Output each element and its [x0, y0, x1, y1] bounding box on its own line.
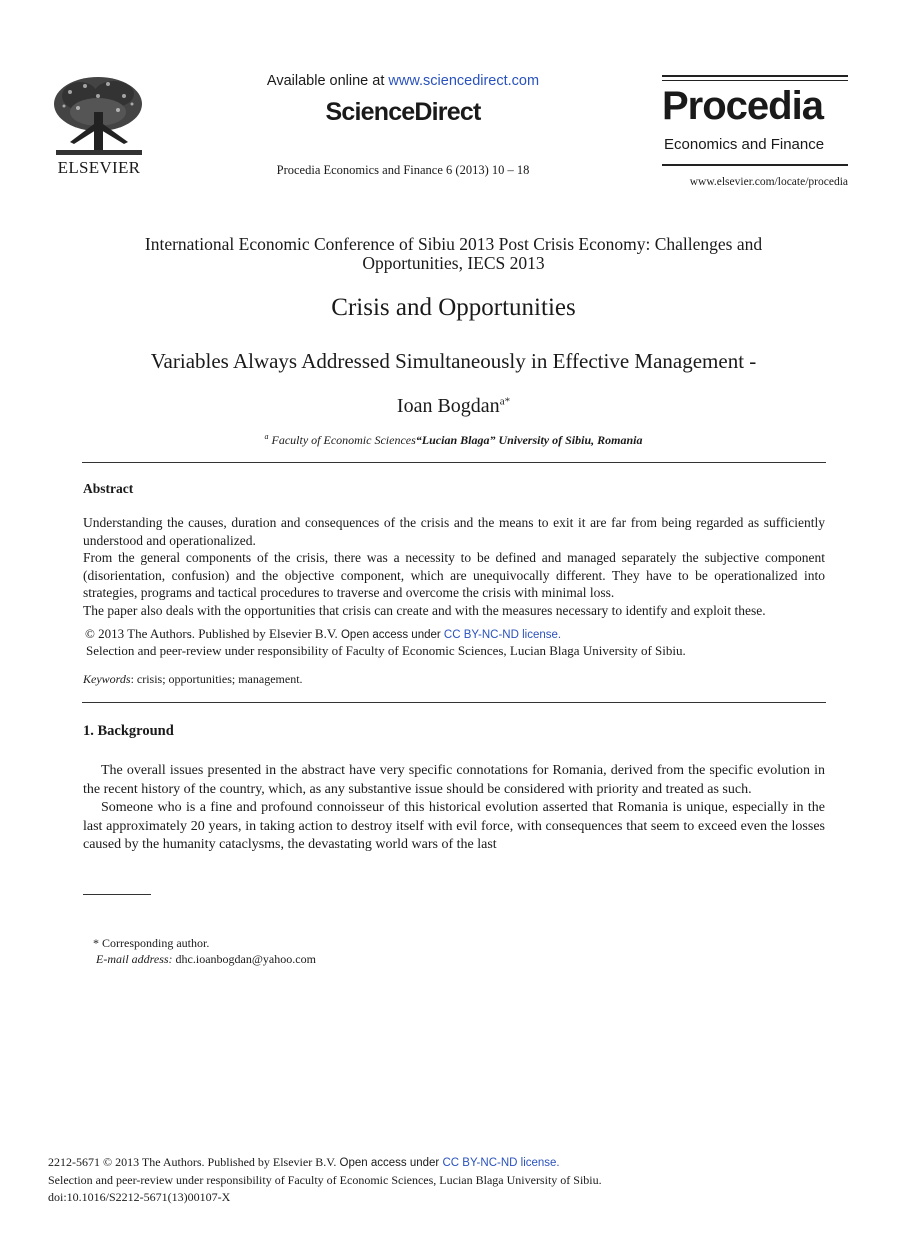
footnote-corresponding: * Corresponding author. — [93, 936, 210, 950]
abstract-body — [83, 514, 825, 619]
procedia-subtitle: Economics and Finance — [664, 136, 825, 153]
paper-title: Crisis and Opportunities — [331, 294, 576, 321]
procedia-url-link[interactable]: www.elsevier.com/locate/procedia — [689, 176, 848, 188]
procedia-bottom-rule — [662, 164, 848, 166]
selection-line: Selection and peer-review under responsibility of Faculty of Economic Sciences, Lucian Blaga University of Sibiu. — [86, 643, 686, 658]
footnote-email — [96, 952, 316, 967]
footer-doi[interactable]: doi:10.1016/S2212-5671(13)00107-X — [48, 1190, 231, 1204]
footer-license-link[interactable]: CC BY-NC-ND license. — [442, 1157, 560, 1169]
procedia-wordmark: Procedia — [662, 84, 823, 128]
affiliation-university: “Lucian Blaga” University of Sibiu, Romania — [415, 433, 643, 447]
body-paragraph: The overall issues presented in the abstract have very specific connotations for Romania, derived from the specific evolution in the recent history of the country, which, as any substantive issue should be considered with priority and treated as such. — [83, 763, 825, 797]
copyright-line — [85, 626, 827, 642]
section-heading: 1. Background — [83, 723, 174, 739]
abstract-paragraph: Understanding the causes, duration and consequences of the crisis and the means to exit it are far from being regarded as sufficiently understood and operationalized. — [83, 515, 825, 548]
footer-open-access: Open access under — [336, 1157, 443, 1169]
email-value[interactable]: dhc.ioanbogdan@yahoo.com — [172, 952, 316, 966]
keywords-label: Keywords — [83, 672, 131, 686]
keywords-text: : crisis; opportunities; management. — [130, 672, 303, 686]
email-label: E-mail address: — [96, 952, 173, 966]
open-access-text: Open access under — [337, 629, 444, 641]
paper-subtitle: Variables Always Addressed Simultaneously in Effective Management - — [150, 349, 757, 373]
sciencedirect-link[interactable]: www.sciencedirect.com — [388, 73, 540, 89]
journal-citation: Procedia Economics and Finance 6 (2013) 10 – 18 — [276, 163, 530, 177]
footer-copyright: 2212-5671 © 2013 The Authors. Published by Elsevier B.V. — [48, 1155, 337, 1169]
section-body — [83, 762, 825, 855]
footnote-rule — [83, 894, 151, 895]
page-footer — [48, 1154, 868, 1206]
procedia-top-rule — [662, 75, 848, 77]
conference-name: International Economic Conference of Sibiu 2013 Post Crisis Economy: Challenges and Opportunities, IECS 2013 — [144, 234, 763, 273]
license-link[interactable]: CC BY-NC-ND license. — [443, 629, 562, 641]
elsevier-wordmark: ELSEVIER — [57, 158, 141, 177]
sciencedirect-brand: ScienceDirect — [325, 98, 481, 126]
author-line — [100, 395, 807, 418]
body-paragraph: Someone who is a fine and profound connoisseur of this historical evolution asserted that Romania is unique, especially in the last approximately 20 years, in taking action to destroy itself with evil force, with consequences that seem to exceed even the losses caused by the humanity cataclysms, the devastating world wars of the last — [83, 800, 825, 852]
abstract-heading: Abstract — [83, 481, 134, 496]
available-prefix: Available online at — [266, 73, 389, 89]
affiliation-mark: a — [264, 432, 269, 441]
footer-line-selection: Selection and peer-review under responsibility of Faculty of Economic Sciences, Lucian Blaga University of Sibiu. — [48, 1173, 602, 1187]
affiliation-dept: Faculty of Economic Sciences — [268, 433, 416, 447]
procedia-top-rule-thin — [662, 80, 848, 81]
abstract-top-rule — [82, 462, 826, 463]
available-online-line — [200, 73, 606, 89]
footer-line-issn — [48, 1154, 868, 1172]
keywords-line — [83, 672, 825, 687]
author-marks: a* — [499, 395, 511, 408]
abstract-bottom-rule — [82, 702, 826, 703]
affiliation-line — [100, 432, 807, 448]
copyright-text: © 2013 The Authors. Published by Elsevier B.V. — [85, 626, 338, 641]
author-name: Ioan Bogdan — [396, 395, 500, 417]
abstract-paragraph: From the general components of the crisis, there was a necessity to be defined and managed separately the subjective component (disorientation, confusion) and the objective component, which are unequivocally different. They have to be operationalized into strategies, programs and tactical procedures to traverse and overcome the crisis with minimal loss. — [83, 550, 825, 600]
abstract-paragraph: The paper also deals with the opportunities that crisis can create and with the measures necessary to identify and exploit these. — [83, 602, 766, 618]
